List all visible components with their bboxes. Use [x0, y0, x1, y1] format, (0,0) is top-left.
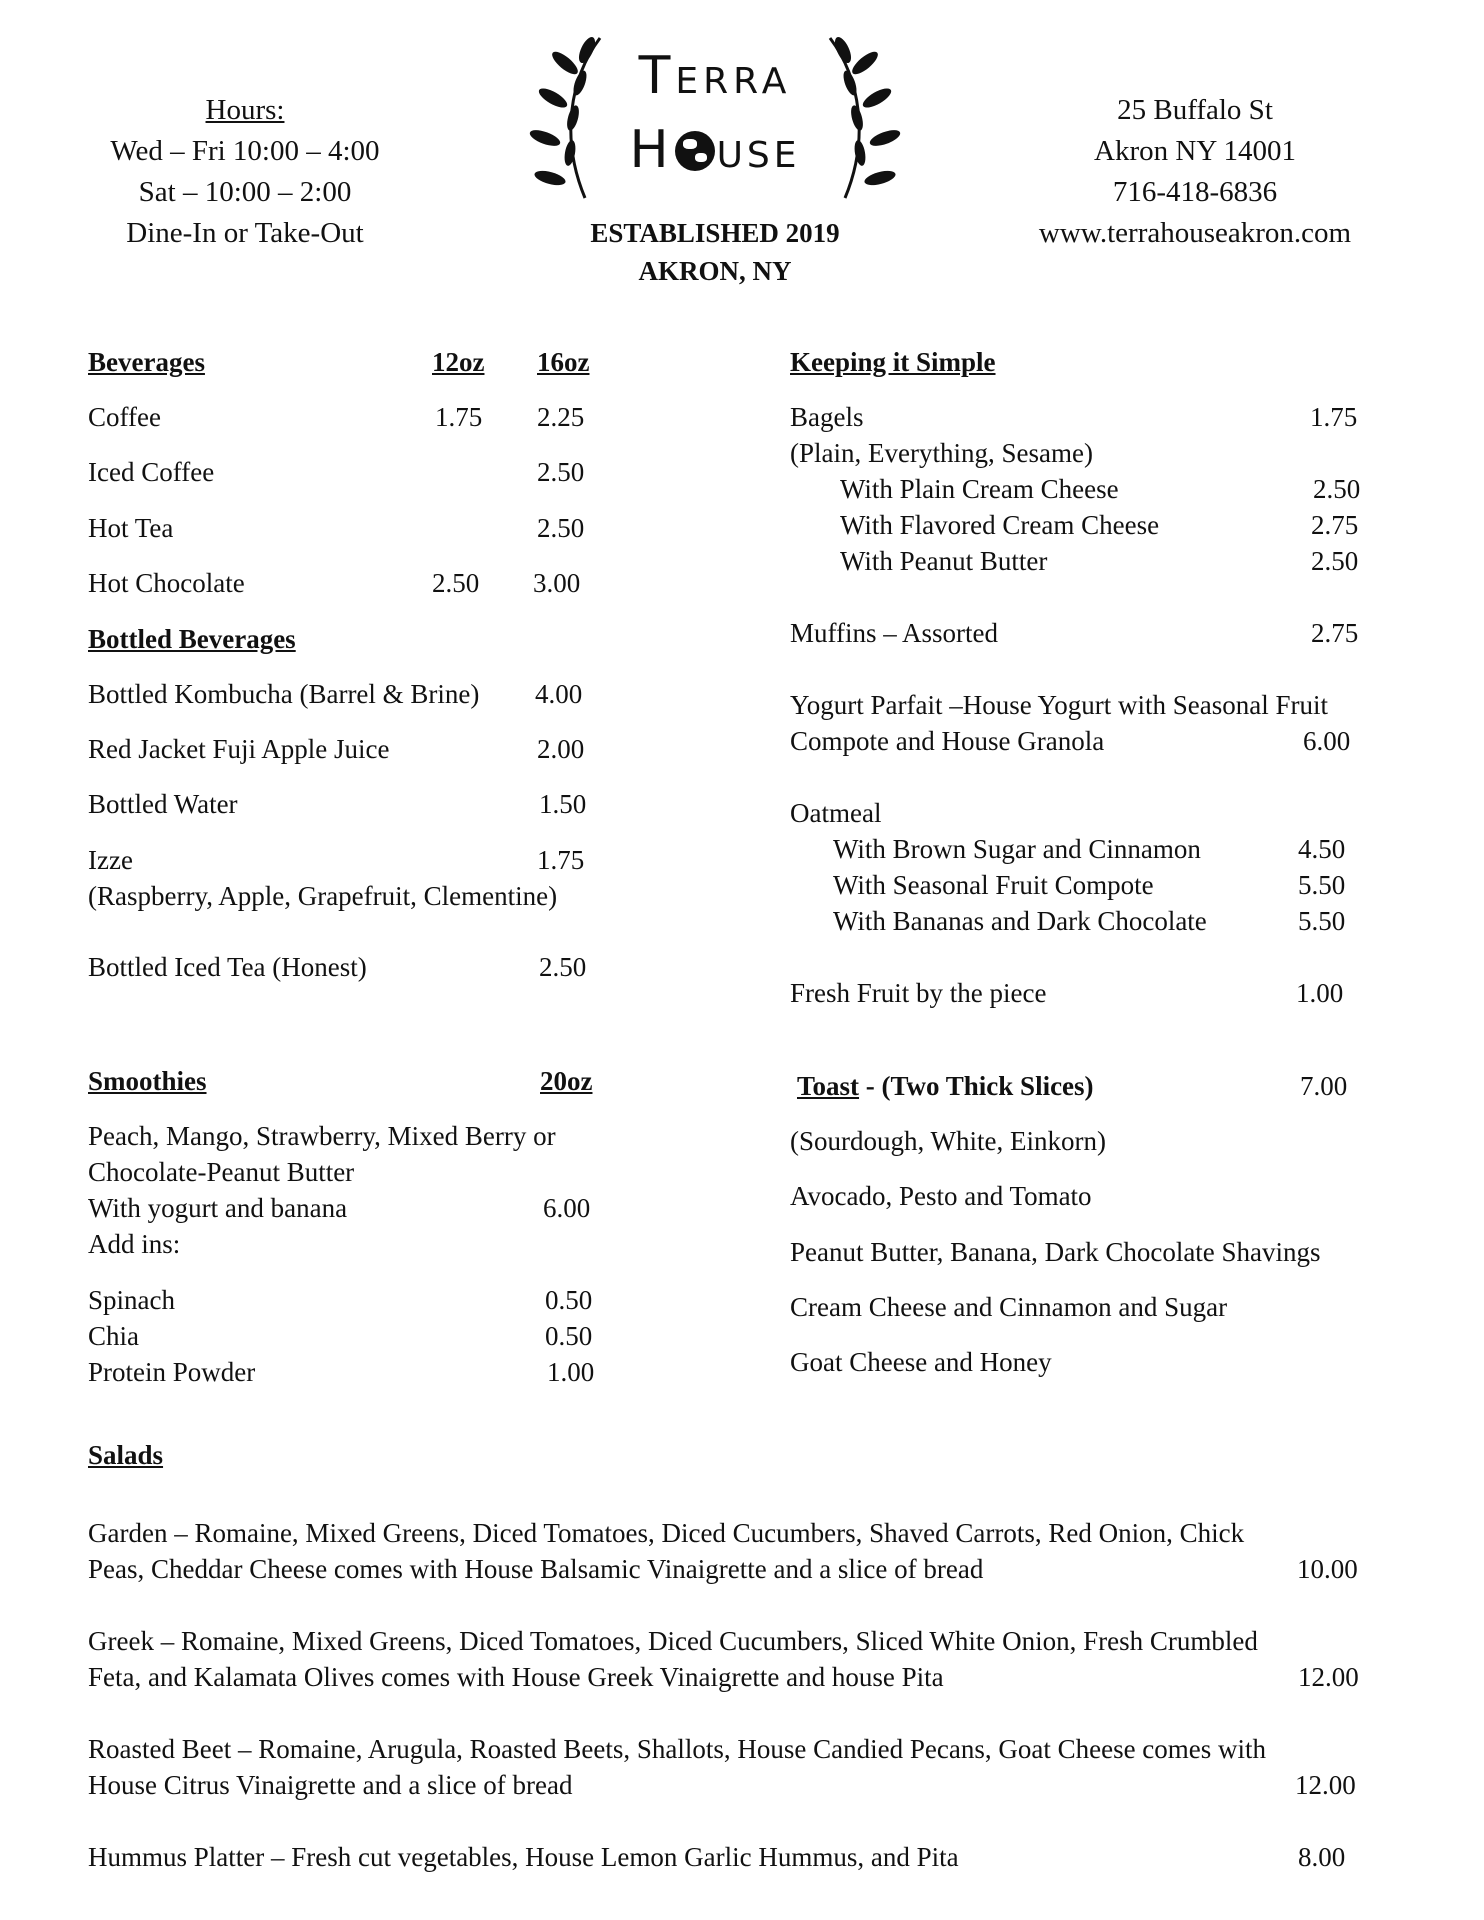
menu-item-note: (Raspberry, Apple, Grapefruit, Clementine)	[88, 881, 558, 911]
price: 0.50	[545, 1321, 593, 1351]
price: 4.00	[535, 679, 583, 709]
price: 2.50	[1313, 474, 1361, 504]
col-12oz: 12oz	[432, 347, 485, 377]
salad-line: Roasted Beet – Romaine, Arugula, Roasted Beets, Shallots, House Candied Pecans, Goat Cheese comes with	[88, 1734, 1267, 1764]
established-text: ESTABLISHED 2019	[590, 218, 840, 248]
smoothies-heading: Smoothies	[88, 1066, 207, 1096]
menu-item: Chocolate-Peanut Butter	[88, 1157, 355, 1187]
menu-item: Iced Coffee	[88, 457, 215, 487]
menu-item: Goat Cheese and Honey	[790, 1347, 1052, 1377]
price: 3.00	[533, 568, 581, 598]
globe-icon	[675, 131, 715, 171]
menu-item: Oatmeal	[790, 798, 882, 828]
hours-line: Dine-In or Take-Out	[126, 217, 364, 249]
menu-item: Coffee	[88, 402, 161, 432]
price: 1.75	[435, 402, 483, 432]
bottled-heading: Bottled Beverages	[88, 624, 296, 654]
menu-item: With Plain Cream Cheese	[840, 474, 1119, 504]
price: 12.00	[1298, 1662, 1359, 1692]
col-16oz: 16oz	[537, 347, 590, 377]
laurel-right-icon	[815, 28, 905, 208]
hours-block	[80, 90, 410, 254]
price: 1.00	[547, 1357, 595, 1387]
hours-line: Wed – Fri 10:00 – 4:00	[110, 135, 380, 167]
hours-title: Hours:	[205, 94, 285, 126]
price: 2.50	[432, 568, 480, 598]
salads-heading: Salads	[88, 1440, 164, 1470]
menu-item: Yogurt Parfait –House Yogurt with Seasonal Fruit	[790, 690, 1329, 720]
price: 2.00	[537, 734, 585, 764]
price: 1.50	[539, 789, 587, 819]
price: 2.75	[1311, 618, 1359, 648]
hours-line: Sat – 10:00 – 2:00	[138, 176, 352, 208]
menu-item: Protein Powder	[88, 1357, 256, 1387]
simple-heading: Keeping it Simple	[790, 347, 996, 377]
menu-item: Bottled Kombucha (Barrel & Brine)	[88, 679, 480, 709]
menu-item: Bottled Water	[88, 789, 238, 819]
website-link[interactable]: www.terrahouseakron.com	[1038, 217, 1352, 249]
menu-item: Peanut Butter, Banana, Dark Chocolate Shavings	[790, 1237, 1321, 1267]
logo	[525, 28, 905, 208]
menu-item: Red Jacket Fuji Apple Juice	[88, 734, 390, 764]
price: 2.25	[537, 402, 585, 432]
salad-line: Feta, and Kalamata Olives comes with House Greek Vinaigrette and house Pita	[88, 1662, 944, 1692]
price: 2.50	[539, 952, 587, 982]
toast-subtitle: - (Two Thick Slices)	[859, 1071, 1094, 1101]
menu-item: With Peanut Butter	[840, 546, 1048, 576]
salad-line: Greek – Romaine, Mixed Greens, Diced Tomatoes, Diced Cucumbers, Sliced White Onion, Fresh Crumbled	[88, 1626, 1258, 1656]
price: 12.00	[1295, 1770, 1356, 1800]
logo-letter-h: H	[629, 120, 673, 180]
menu-item: With yogurt and banana	[88, 1193, 348, 1223]
price: 7.00	[1300, 1071, 1348, 1101]
menu-item: Izze	[88, 845, 133, 875]
menu-item: Muffins – Assorted	[790, 618, 999, 648]
menu-item: With Flavored Cream Cheese	[840, 510, 1160, 540]
menu-item: Compote and House Granola	[790, 726, 1105, 756]
salad-line: Garden – Romaine, Mixed Greens, Diced Tomatoes, Diced Cucumbers, Shaved Carrots, Red Onion, Chick	[88, 1518, 1245, 1548]
price: 2.50	[537, 457, 585, 487]
menu-item: Chia	[88, 1321, 139, 1351]
price: 1.00	[1296, 978, 1344, 1008]
price: 5.50	[1298, 906, 1346, 936]
smoothies-size: 20oz	[540, 1066, 593, 1096]
logo-word-terra: Terra	[638, 46, 792, 106]
menu-item: Spinach	[88, 1285, 175, 1315]
menu-item: Add ins:	[88, 1229, 181, 1259]
price: 2.75	[1311, 510, 1359, 540]
toast-heading	[797, 1071, 1094, 1102]
beverages-heading: Beverages	[88, 347, 205, 377]
logo-letters-use: use	[716, 120, 801, 180]
menu-item: With Seasonal Fruit Compote	[833, 870, 1154, 900]
menu-item: Bagels	[790, 402, 864, 432]
established-block	[540, 214, 890, 290]
menu-item: Peach, Mango, Strawberry, Mixed Berry or	[88, 1121, 556, 1151]
menu-item: Bottled Iced Tea (Honest)	[88, 952, 367, 982]
price: 1.75	[1310, 402, 1358, 432]
menu-item: Avocado, Pesto and Tomato	[790, 1181, 1092, 1211]
price: 5.50	[1298, 870, 1346, 900]
menu-item: With Brown Sugar and Cinnamon	[833, 834, 1201, 864]
address-city: Akron NY 14001	[1094, 135, 1296, 167]
menu-item: Fresh Fruit by the piece	[790, 978, 1047, 1008]
logo-word-house	[585, 120, 845, 180]
price: 2.50	[537, 513, 585, 543]
price: 4.50	[1298, 834, 1346, 864]
menu-item: Hot Chocolate	[88, 568, 245, 598]
price: 0.50	[545, 1285, 593, 1315]
menu-item-note: (Plain, Everything, Sesame)	[790, 438, 1093, 468]
toast-title: Toast	[797, 1071, 860, 1101]
salad-line: Hummus Platter – Fresh cut vegetables, House Lemon Garlic Hummus, and Pita	[88, 1842, 959, 1872]
phone-number: 716-418-6836	[1112, 176, 1278, 208]
menu-item: Hot Tea	[88, 513, 174, 543]
price: 6.00	[1303, 726, 1351, 756]
salad-line: Peas, Cheddar Cheese comes with House Balsamic Vinaigrette and a slice of bread	[88, 1554, 984, 1584]
salad-line: House Citrus Vinaigrette and a slice of bread	[88, 1770, 573, 1800]
price: 2.50	[1311, 546, 1359, 576]
price: 1.75	[537, 845, 585, 875]
menu-item: Cream Cheese and Cinnamon and Sugar	[790, 1292, 1228, 1322]
location-text: AKRON, NY	[638, 256, 792, 286]
laurel-left-icon	[525, 28, 615, 208]
menu-item: With Bananas and Dark Chocolate	[833, 906, 1207, 936]
price: 8.00	[1298, 1842, 1346, 1872]
address-street: 25 Buffalo St	[1117, 94, 1273, 126]
price: 6.00	[543, 1193, 591, 1223]
menu-item-note: (Sourdough, White, Einkorn)	[790, 1126, 1106, 1156]
address-block	[990, 90, 1400, 254]
price: 10.00	[1297, 1554, 1358, 1584]
